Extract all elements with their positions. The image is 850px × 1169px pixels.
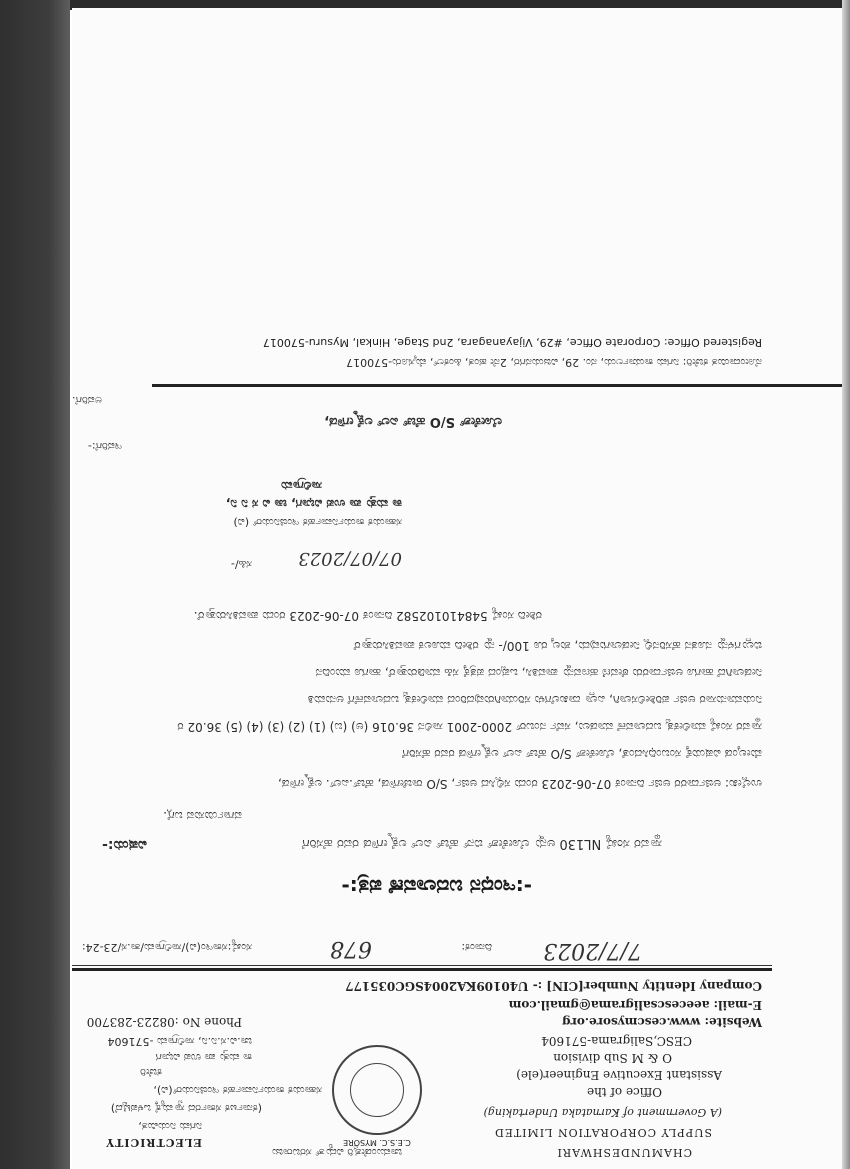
body-line-7: ರಶೀದಿ ಸಂಖ್ಯೆ 548410102582 ದಿನಾಂಕ 07-06-2023 ರಂದು ಪಾವತಿಸಿರುತ್ತಾರೆ. [193,609,542,623]
website-text: Website: www.cescmysore.org [562,1015,762,1029]
seal-text: C.E.S.C. MYSORE [343,1138,411,1147]
footer-registered-office: Registered Office: Corporate Office, #29, Vijayanagara, 2nd Stage, Hinkal, Mysuru-570017 [262,336,762,349]
date-handwritten: 7/7/2023 [543,938,642,963]
reference-number-label: ಸಂಖ್ಯೆ:ಸಕಾಇಂ(ವಿ)/ಸಾಲಿಗ್ರಾಮ/ತಾ.ಸ/23-24: [81,941,252,954]
copy-to-label: ಇವರಿಗೆ:- [87,440,122,453]
header-divider-thin [72,965,772,966]
reference-number-handwritten: 678 [330,936,372,961]
kn-office-line4: ಚಾ.ವಿ.ಸ.ನಿ.ನಿ, ಸಾಲಿಗ್ರಾಮ -571604 [107,1035,252,1048]
body-line-5: ನೀಡಲಾಗಿದೆ ಹಾಗೂ ಅರ್ಜಿದಾರರು ಠೇವಣಿ ಹಣವನ್ನು ಪಾವತಿಸಿ, ಒಪ್ಪಂದ ಪತ್ರಕ್ಕೆ ಸಹಿ ಮಾಡಿರುತ್ತಾರೆ, ಹಾಗೂ ಮುಂದಿನ [315,666,762,680]
body-line-2: ಮೇಲ್ಕಂಡ ವಿಷಯಕ್ಕೆ ಸಂಬಂಧಿಸಿದಂತೆ, ಲೋಕೇಶ್ S/O ಹೆಚ್ ಎಲ್ ಲಕ್ಷ್ಮೇಗೌಡ ರವರ ಹೆಸರಿಗೆ [402,747,762,761]
kn-company-name: ಚಾಮುಂಡೇಶ್ವರಿ ವಿದ್ಯುತ್ ಸರಬರಾಜು [272,1146,402,1159]
designation-line3: ಸಾಲಿಗ್ರಾಮ [281,479,322,493]
cin-text: Company Identity Number[CIN] :- U40109KA2004SGC035177 [345,979,762,993]
phone-text: Phone No :08223-283700 [86,1015,242,1029]
kn-office-line1: ಸಹಾಯಕ ಕಾರ್ಯನಿರ್ವಾಹಕ ಇಂಜಿನಿಯರ್(ವಿ), [153,1084,322,1097]
signature-label: ಸಹಿ/- [230,558,252,571]
document-content-upside-down [72,8,842,1169]
subject-line2: ವರ್ಗಾಯಿಸುವ ಬಗ್ಗೆ. [163,809,242,823]
office-line1: Office of the [587,1085,662,1099]
subject-line1: ಸ್ಥಾವರ ಸಂಖ್ಯೆ NL130 ಅನ್ನು ಲೋಕೇಶ್ ಬಿನ್ ಹೆಚ್ ಎಲ್ ಲಕ್ಷ್ಮೇಗೌಡ ರವರ ಹೆಸರಿಗೆ [301,836,662,851]
date-label: ದಿನಾಂಕ: [461,941,492,954]
body-line-3: ಸ್ಥಾವರ ಸಂಖ್ಯೆ ಮಾಲೀಕತ್ವ ಬದಲಾವಣೆ ಮಾಡಲು, ಸರ್ವೆ ನಂಬರ್ 2000-2001 ಸಾಲಿನ 36.016 (ಅ) (ಬ) (1) (2) (3) (4) (5) 36.02 ರ [177,720,762,734]
kn-corporation: ನಿಗಮ ನಿಯಮಿತ, [138,1120,202,1133]
company-name-line2: SUPPLY CORPORATION LIMITED [494,1126,712,1139]
office-line4: CESC,Saligrama-571604 [541,1034,692,1048]
office-line2: Assistant Executive Engineer(ele) [516,1068,722,1082]
cesc-logo-seal [332,1045,422,1147]
kn-office-line3: ಕಾ ಮತ್ತು ಪಾ ಉಪ ವಿಭಾಗ [155,1051,252,1064]
designation-line2: ಕಾ ಮತ್ತು ಪಾ ಉಪ ವಿಭಾಗ, ಚಾ ವಿ ಸ ನಿ ನಿ, [225,497,402,511]
designation-line1: ಸಹಾಯಕ ಕಾರ್ಯನಿರ್ವಾಹಕ ಇಂಜಿನಿಯರ್ (ವಿ) [233,516,402,529]
subject-label: ವಿಷಯ:- [102,837,147,853]
scan-border-left [0,0,70,1169]
copy-to-line2: ಅವರಿಗೆ. [71,394,102,407]
scan-border-right [842,0,850,1169]
footer-divider [152,384,842,387]
header-divider [72,968,772,971]
copy-to-line1: ಲೋಕೇಶ್ S/O ಹೆಚ್ ಎಲ್ ಲಕ್ಷ್ಮೇಗೌಡ, [324,414,502,429]
company-name-line1: CHAMUNDESHWARI [556,1146,692,1159]
office-line3: O & M Sub division [553,1051,672,1065]
signature-handwritten: 07/07/2023 [298,548,402,569]
body-line-6: ಬಿಲ್ಲುಗಳನ್ನು ನೂತನ ಹೆಸರಿನಲ್ಲಿ ನೀಡಲಾಗುವುದು, ಶುಲ್ಕ ರೂ 100/- ನ್ನು ರಶೀದಿ ಮೂಲಕ ಪಾವತಿಸಿರುತ್ತಾರೆ [353,639,762,653]
kn-govt-note: (ಕರ್ನಾಟಕ ಸರ್ಕಾರದ ಸ್ವಾಮ್ಯಕ್ಕೆ ಒಳಪಟ್ಟಿದೆ) [110,1102,262,1115]
letter-title: -:ಇಂಧನ ಬದಲಾವಣೆ ಪತ್ರ:- [341,875,532,899]
email-text: E-mail: aeecescsaligrama@gmail.com [508,998,762,1012]
footer-registered-office-kn: ನೋಂದಾಯಿತ ಕಚೇರಿ: ನಿಗಮ ಕಾರ್ಯಾಲಯ, ನಂ. 29, ವಿಜಯನಗರ, 2ನೇ ಹಂತ, ಹಿಂಕಲ್, ಮೈಸೂರು-570017 [346,356,762,369]
kn-office-line2: ಕಚೇರಿ [140,1066,162,1079]
govt-undertaking-note: (A Government of Karnataka Undertaking) [483,1106,722,1119]
body-line-1: ಉಲ್ಲೇಖ: ಅರ್ಜಿದಾರರ ಅರ್ಜಿ ದಿನಾಂಕ 07-06-2023 ರಂದು ಸಲ್ಲಿಸಿದ ಅರ್ಜಿ, S/O ರಾಜೇಗೌಡ, ಹೆಚ್.ಎಲ್. ಲಕ್ಷ್ಮೇಗೌಡ, [277,777,762,791]
document-sheet [72,8,842,1169]
body-line-4: ನಿಯಮಾನುಸಾರ ಅರ್ಜಿ ಪರಿಶೀಲಿಸಲಾಗಿ, ಎಲ್ಲಾ ದಾಖಲೆಗಳು ಸರಿಯಾಗಿರುವುದರಿಂದ ಮಾಲೀಕತ್ವ ಬದಲಾವಣೆಗೆ ಅನುಮತಿ [307,693,762,707]
company-name-line1-tail: ELECTRICITY [105,1136,202,1149]
seal-inner-ring [350,1063,404,1117]
